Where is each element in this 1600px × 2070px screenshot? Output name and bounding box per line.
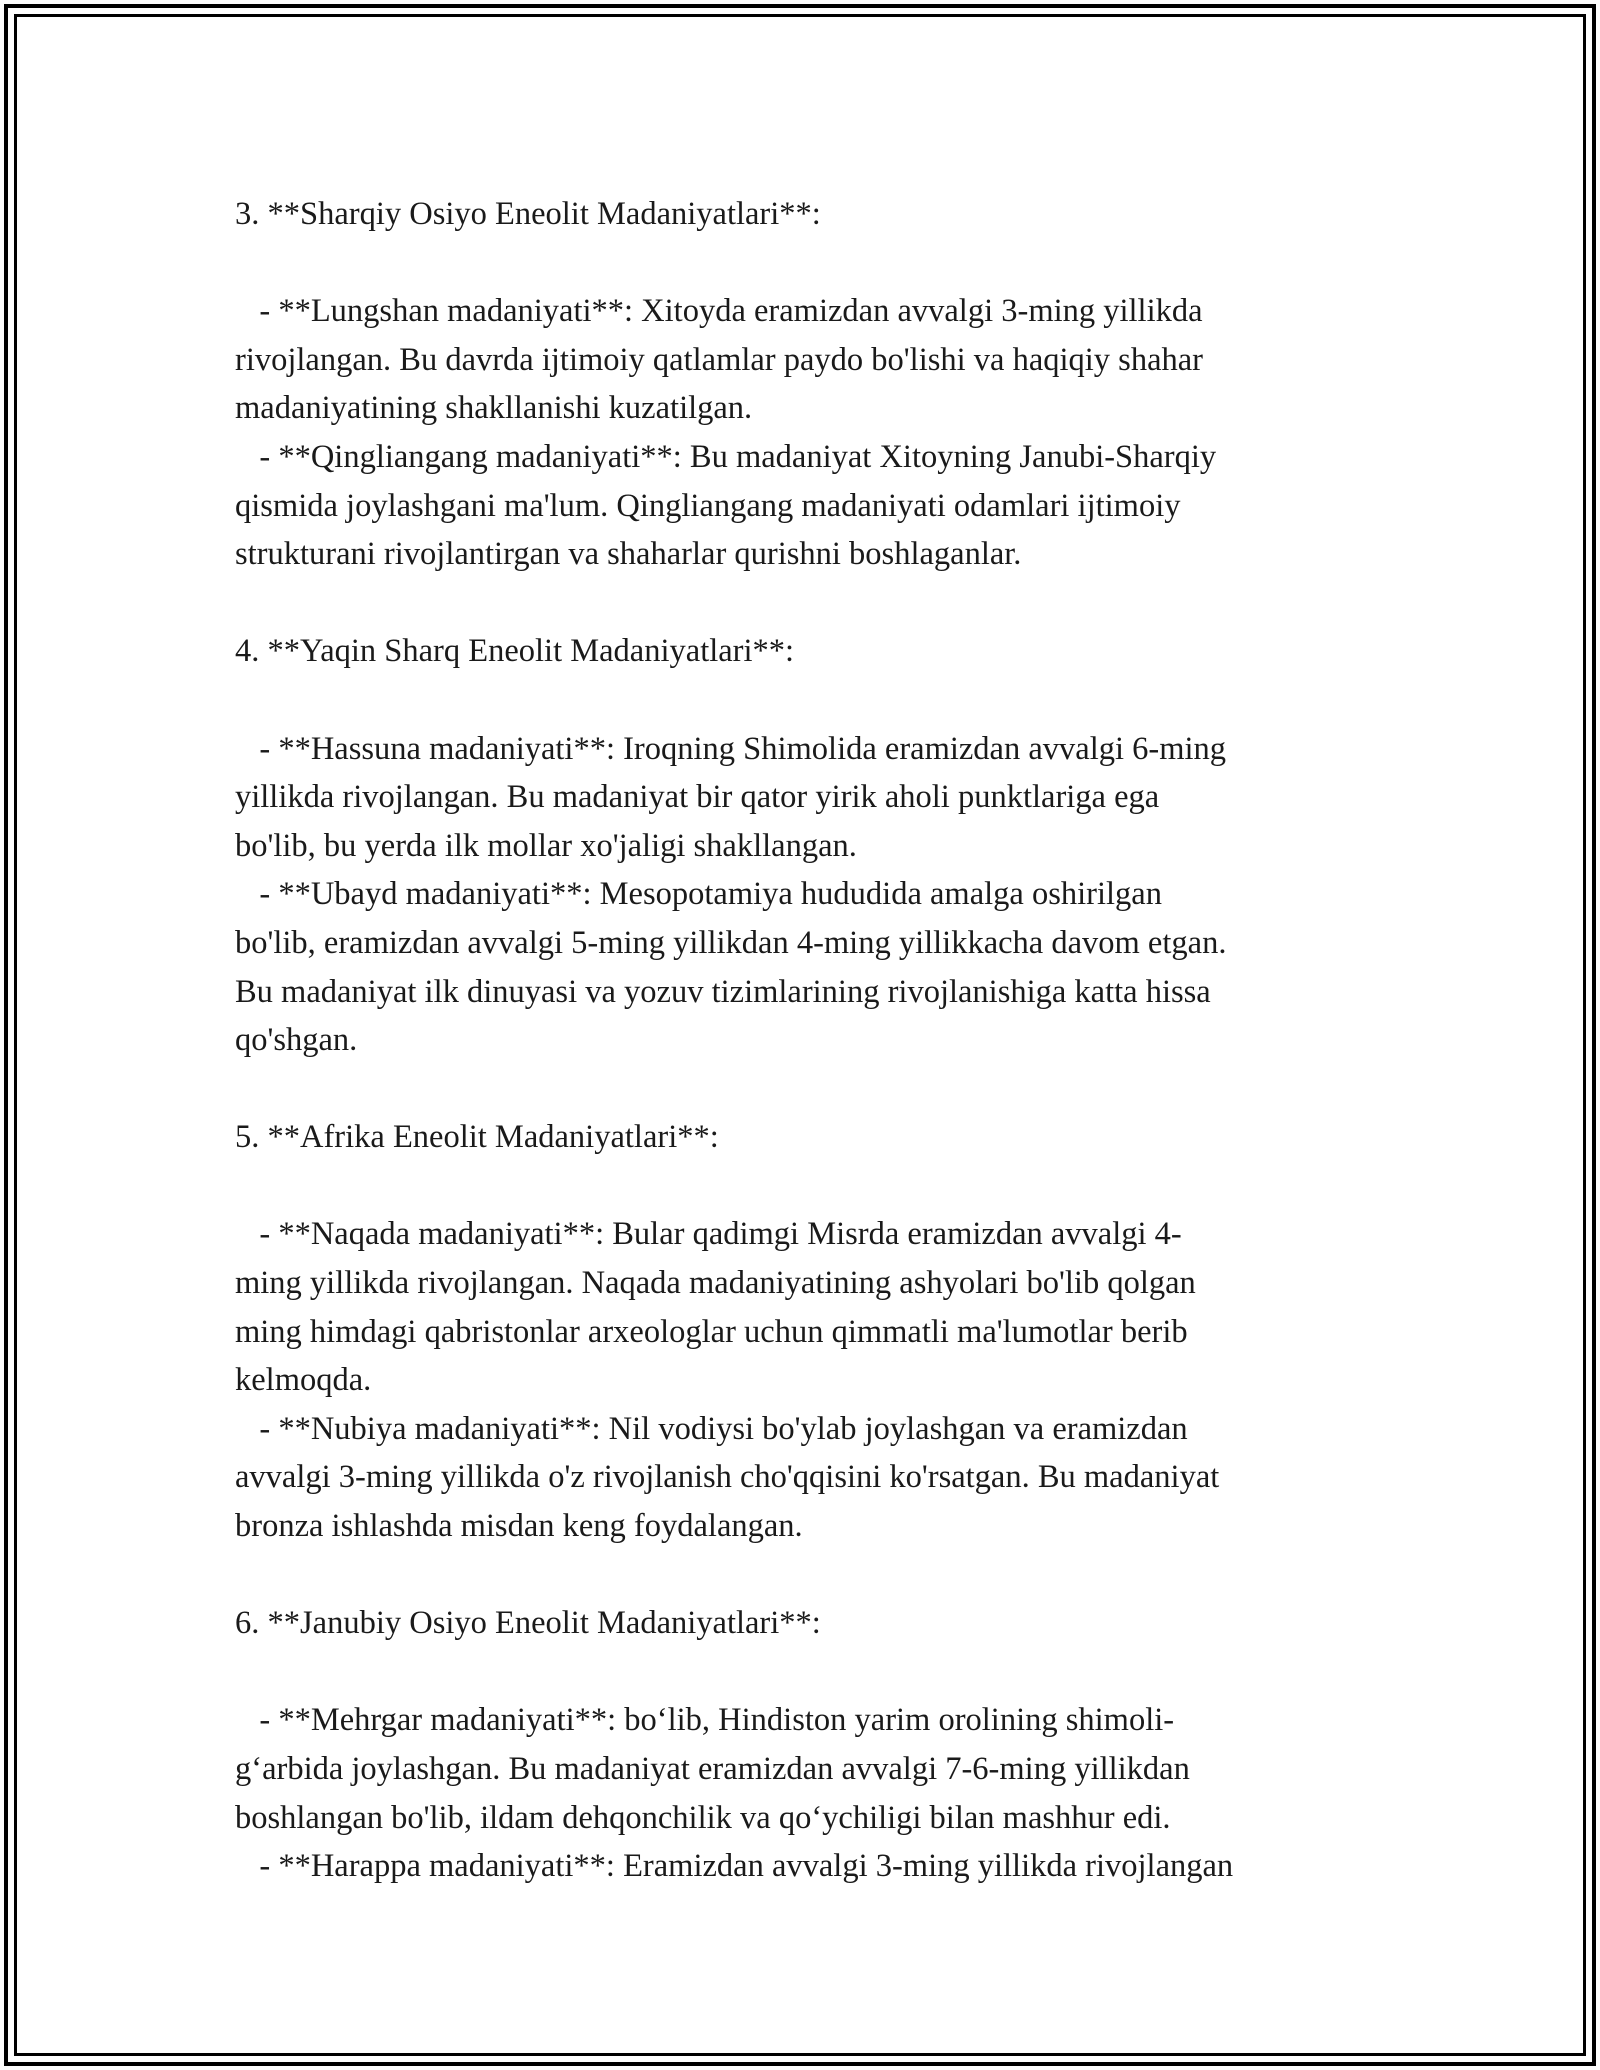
paragraph-line: bronza ishlashda misdan keng foydalangan. [235, 1508, 803, 1545]
paragraph-line: - **Qingliangang madaniyati**: Bu madaniyat Xitoyning Janubi-Sharqiy [235, 438, 1217, 475]
blank-line [235, 1551, 1375, 1600]
paragraph-line: - **Mehrgar madaniyati**: bo‘lib, Hindiston yarim orolining shimoli- [235, 1702, 1175, 1739]
section-heading-5: 5. **Afrika Eneolit Madaniyatlari**: [235, 1119, 719, 1156]
paragraph-line: - **Ubayd madaniyati**: Mesopotamiya hududida amalga oshirilgan [235, 876, 1162, 913]
document-body [235, 190, 1375, 1891]
blank-line [235, 239, 1375, 288]
paragraph-line: kelmoqda. [235, 1362, 372, 1399]
section-heading-6: 6. **Janubiy Osiyo Eneolit Madaniyatlari**: [235, 1605, 821, 1642]
paragraph-line: yillikda rivojlangan. Bu madaniyat bir qator yirik aholi punktlariga ega [235, 779, 1160, 816]
paragraph-line: Bu madaniyat ilk dinuyasi va yozuv tizimlarining rivojlanishiga katta hissa [235, 973, 1211, 1010]
paragraph-line: ming yillikda rivojlangan. Naqada madaniyatining ashyolari bo'lib qolgan [235, 1265, 1196, 1302]
paragraph-line: madaniyatining shakllanishi kuzatilgan. [235, 390, 753, 427]
paragraph-line: - **Nubiya madaniyati**: Nil vodiysi bo'ylab joylashgan va eramizdan [235, 1410, 1188, 1447]
section-heading-4: 4. **Yaqin Sharq Eneolit Madaniyatlari**: [235, 633, 795, 670]
paragraph-line: avvalgi 3-ming yillikda o'z rivojlanish cho'qqisini ko'rsatgan. Bu madaniyat [235, 1459, 1220, 1496]
paragraph-line: qismida joylashgani ma'lum. Qingliangang madaniyati odamlari ijtimoiy [235, 487, 1181, 524]
paragraph-line: rivojlangan. Bu davrda ijtimoiy qatlamlar paydo bo'lishi va haqiqiy shahar [235, 341, 1204, 378]
paragraph-line: - **Harappa madaniyati**: Eramizdan avvalgi 3-ming yillikda rivojlangan [235, 1848, 1234, 1885]
paragraph-line: - **Naqada madaniyati**: Bular qadimgi Misrda eramizdan avvalgi 4- [235, 1216, 1182, 1253]
paragraph-line: qo'shgan. [235, 1022, 358, 1059]
blank-line [235, 1162, 1375, 1211]
paragraph-line: bo'lib, eramizdan avvalgi 5-ming yillikdan 4-ming yillikkacha davom etgan. [235, 924, 1227, 961]
blank-line [235, 579, 1375, 628]
paragraph-line: g‘arbida joylashgan. Bu madaniyat eramizdan avvalgi 7-6-ming yillikdan [235, 1751, 1190, 1787]
paragraph-line: boshlangan bo'lib, ildam dehqonchilik va qo‘ychiligi bilan mashhur edi. [235, 1799, 1171, 1836]
section-heading-3: 3. **Sharqiy Osiyo Eneolit Madaniyatlari**: [235, 196, 821, 232]
blank-line [235, 1065, 1375, 1114]
blank-line [235, 676, 1375, 725]
paragraph-line: bo'lib, bu yerda ilk mollar xo'jaligi shakllangan. [235, 827, 857, 864]
paragraph-line: - **Lungshan madaniyati**: Xitoyda eramizdan avvalgi 3-ming yillikda [235, 293, 1203, 330]
paragraph-line: strukturani rivojlantirgan va shaharlar qurishni boshlaganlar. [235, 536, 1022, 573]
blank-line [235, 1648, 1375, 1697]
paragraph-line: ming himdagi qabristonlar arxeologlar uchun qimmatli ma'lumotlar berib [235, 1313, 1188, 1350]
paragraph-line: - **Hassuna madaniyati**: Iroqning Shimolida eramizdan avvalgi 6-ming [235, 730, 1227, 767]
